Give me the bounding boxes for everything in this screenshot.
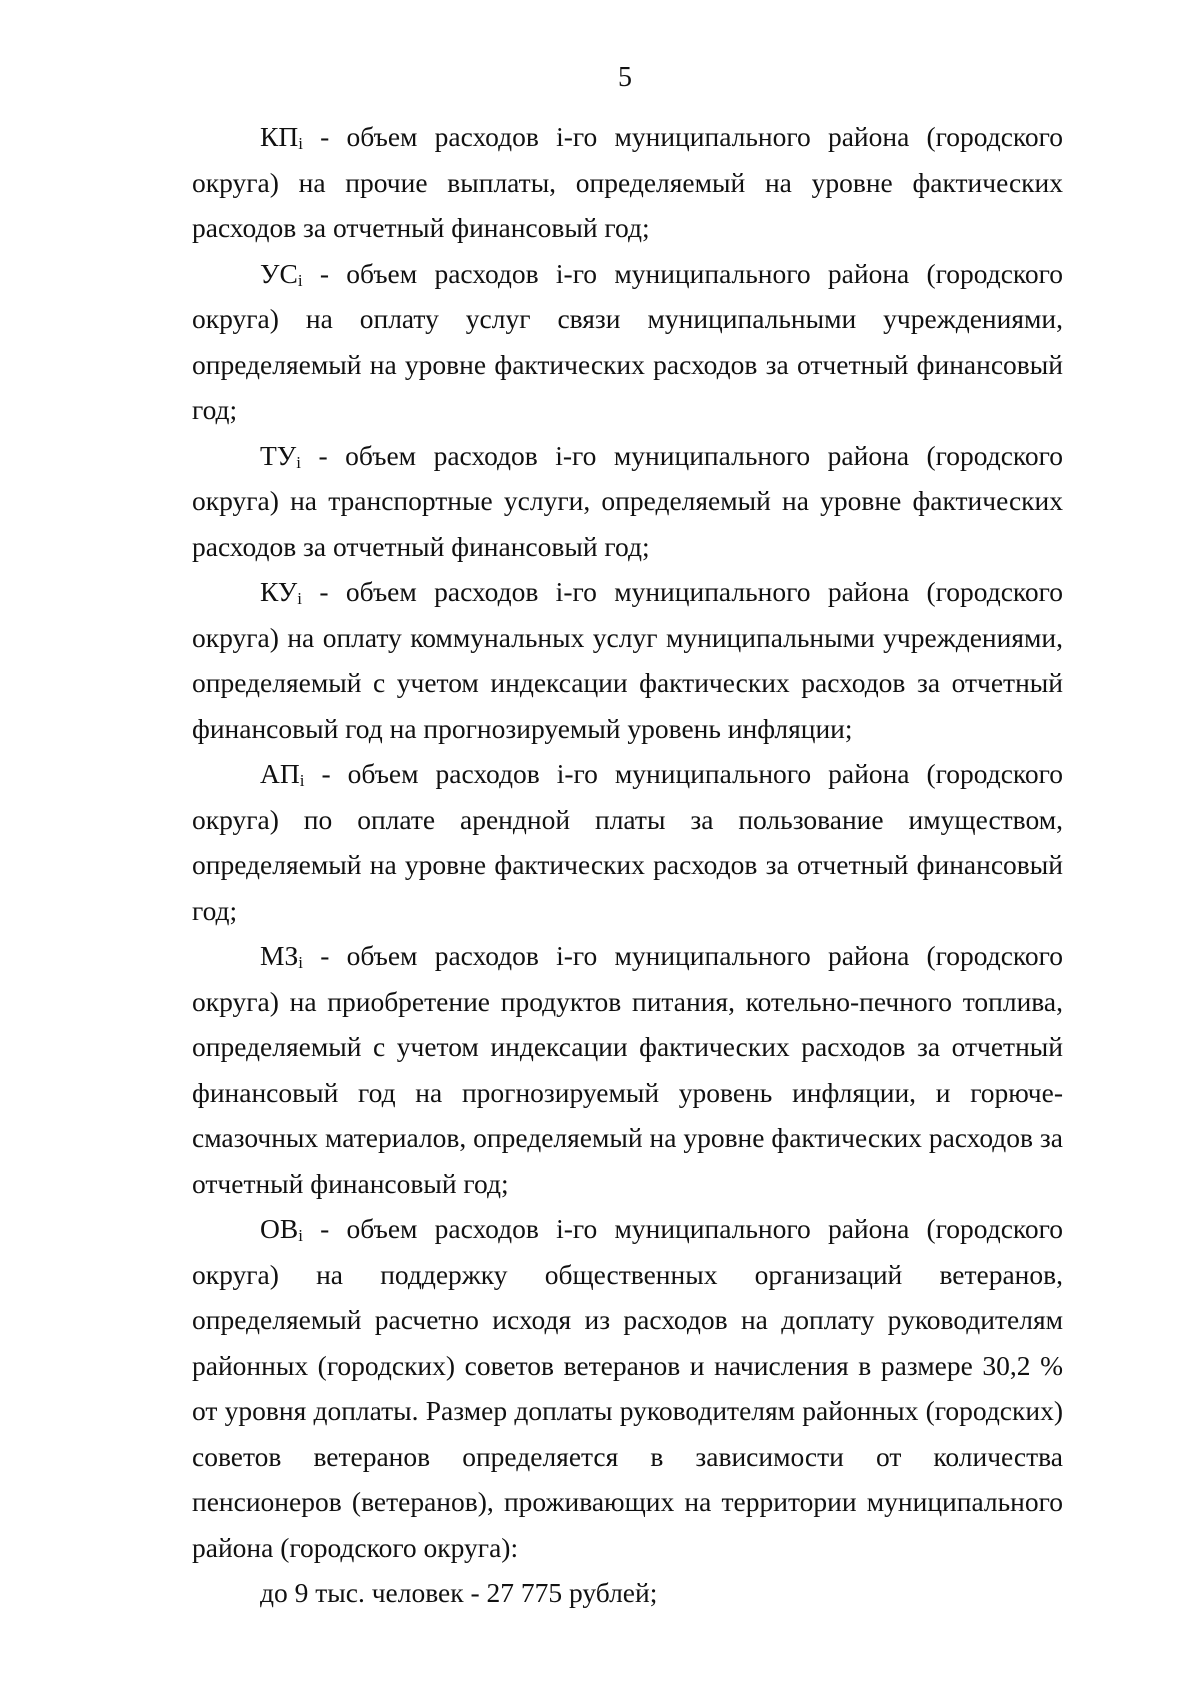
definition-tu: [192, 433, 1063, 570]
definition-text: - объем расходов i-го муниципального района (городского округа) на оплату коммунальных услуг муниципальными учреждениями, определяемый с учетом индексации фактических расходов за отчетный финансовый год на прогнозируемый уровень инфляции;: [192, 576, 1063, 744]
page-number: 5: [618, 62, 632, 93]
document-body: [192, 114, 1063, 1616]
definition-ku: [192, 569, 1063, 751]
definition-text: - объем расходов i-го муниципального района (городского округа) на оплату услуг связи муниципальными учреждениями, определяемый на уровне фактических расходов за отчетный финансовый год;: [192, 257, 1063, 425]
threshold-line: до 9 тыс. человек - 27 775 рублей;: [260, 1577, 658, 1608]
term-subscript: i: [296, 452, 302, 472]
term-symbol: ТУ: [260, 439, 297, 471]
term-symbol: ОВ: [260, 1213, 299, 1244]
definition-ov: [192, 1206, 1063, 1570]
term-symbol: АП: [260, 758, 300, 789]
definition-us: [192, 251, 1063, 433]
definition-kp: [192, 114, 1063, 251]
term-subscript: i: [299, 771, 305, 790]
definition-text: - объем расходов i-го муниципального района (городского округа) по оплате арендной платы за пользование имуществом, определяемый на уровне фактических расходов за отчетный финансовый год;: [192, 758, 1063, 926]
definition-ap: [192, 751, 1063, 933]
term-subscript: i: [298, 134, 303, 153]
term-symbol: МЗ: [260, 940, 299, 971]
term-subscript: i: [298, 953, 303, 972]
definition-text: - объем расходов i-го муниципального района (городского округа) на приобретение продуктов питания, котельно-печного топлива, определяемый с учетом индексации фактических расходов за отчетный финансовый год на прогнозируемый уровень инфляции, и горюче-смазочных материалов, определяемый на уровне фактических расходов за отчетный финансовый год;: [192, 940, 1063, 1199]
definition-text: - объем расходов i-го муниципального района (городского округа) на поддержку общественных организаций ветеранов, определяемый расчетно исходя из расходов на доплату руководителям районных (городских) советов ветеранов и начисления в размере 30,2 % от уровня доплаты. Размер доплаты руководителям районных (городских) советов ветеранов определяется в зависимости от количества пенсионеров (ветеранов), проживающих на территории муниципального района (городского округа):: [192, 1213, 1063, 1563]
definition-text: - объем расходов i-го муниципального района (городского округа) на прочие выплаты, определяемый на уровне фактических расходов за отчетный финансовый год;: [192, 121, 1063, 243]
term-subscript: i: [297, 589, 302, 608]
term-subscript: i: [298, 1226, 303, 1245]
term-symbol: КУ: [260, 576, 298, 607]
term-symbol: КП: [260, 121, 299, 152]
term-subscript: i: [297, 270, 303, 290]
definition-mz: [192, 933, 1063, 1206]
definition-text: - объем расходов i-го муниципального района (городского округа) на транспортные услуги, определяемый на уровне фактических расходов за отчетный финансовый год;: [192, 439, 1063, 562]
term-symbol: УС: [260, 257, 298, 289]
